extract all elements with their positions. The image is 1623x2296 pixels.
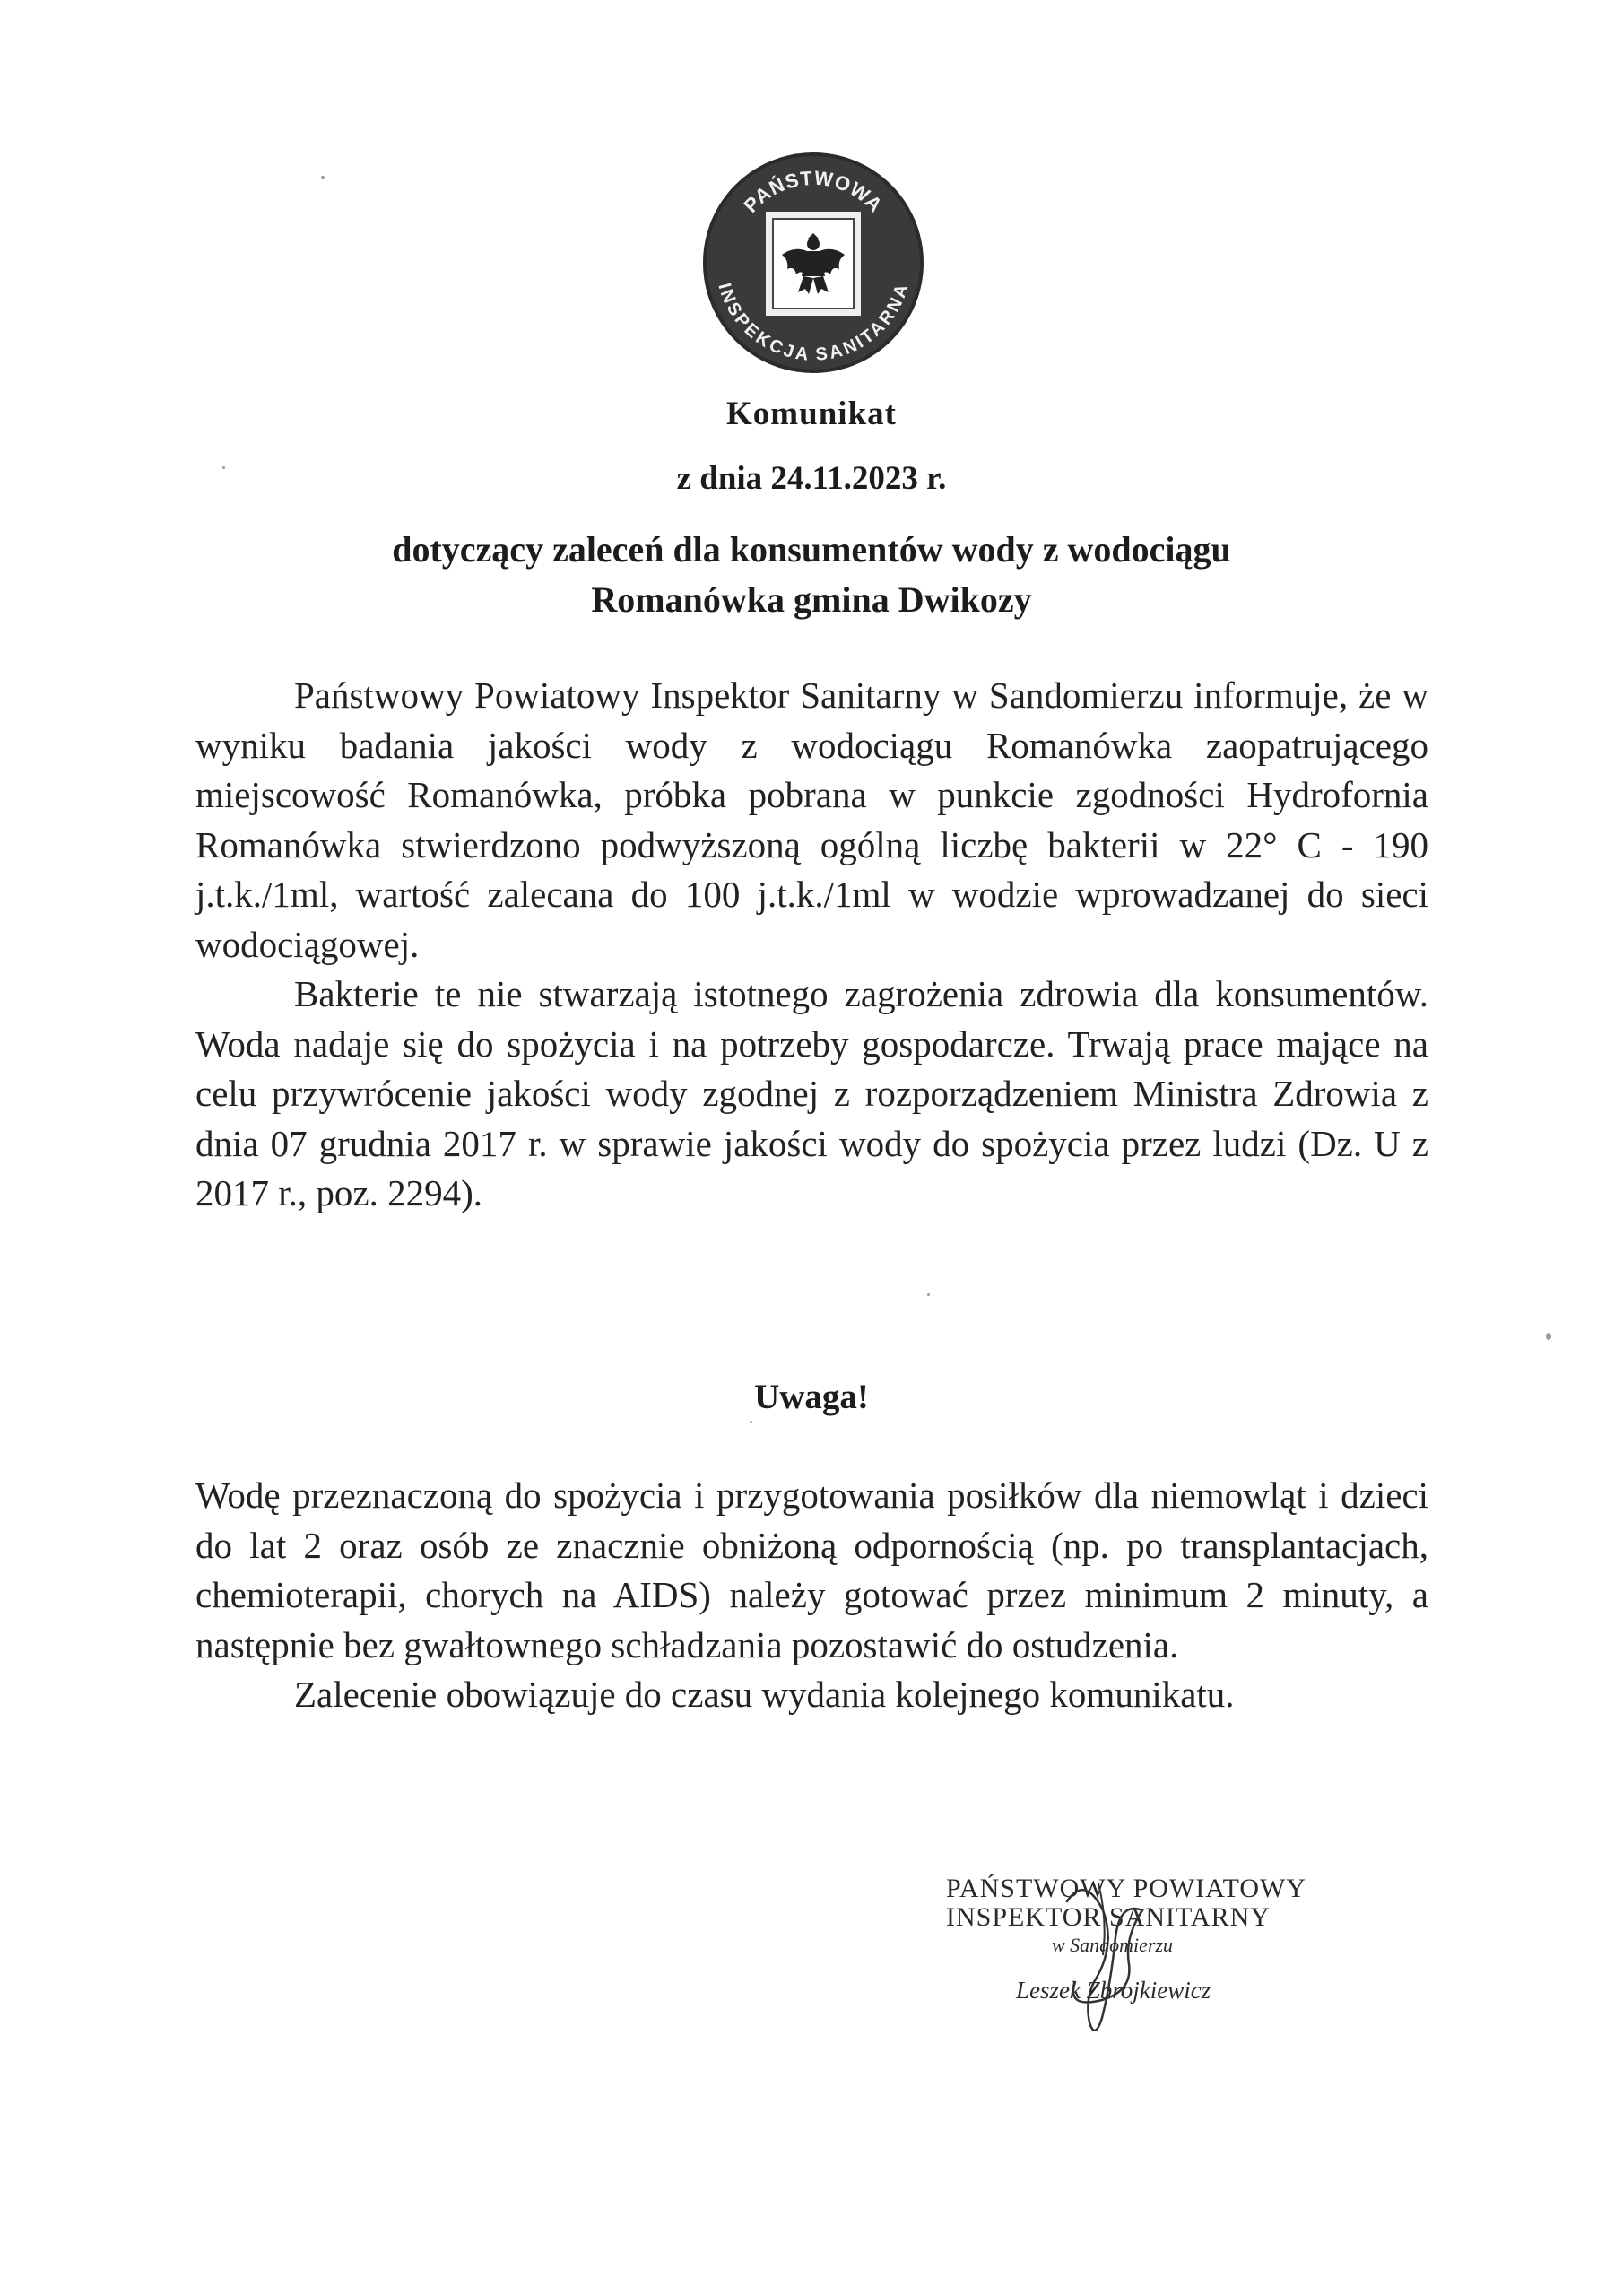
paragraph-1: Państwowy Powiatowy Inspektor Sanitarny w Sandomierzu informuje, że w wyniku badania jakości wody z wodociągu Romanówka zaopatrującego miejscowość Romanówka, próbka pobrana w punkcie zgodności Hydrofornia Romanówka stwierdzono podwyższoną ogólną liczbę bakterii w 22° C - 190 j.t.k./1ml, wartość zalecana do 100 j.t.k./1ml w wodzie wprowadzanej do sieci wodociągowej. — [195, 674, 1428, 965]
subject-line-1: dotyczący zaleceń dla konsumentów wody z wodociągu — [392, 529, 1231, 570]
scan-speck — [1546, 1333, 1551, 1340]
scan-speck — [927, 1293, 930, 1296]
stamp-line-1: PAŃSTWOWY POWIATOWY — [946, 1874, 1307, 1903]
body-section-2 — [195, 1471, 1428, 1720]
body-section-1 — [195, 671, 1428, 1219]
paragraph-2: Bakterie te nie stwarzają istotnego zagrożenia zdrowia dla konsumentów. Woda nadaje się do spożycia i na potrzeby gospodarcze. Trwają prace mające na celu przywrócenie jakości wody zgodnej z rozporządzeniem Ministra Zdrowia z dnia 07 grudnia 2017 r. w sprawie jakości wody do spożycia przez ludzi (Dz. U z 2017 r., poz. 2294). — [195, 973, 1428, 1213]
stamp-place: w Sandomierzu — [1052, 1934, 1174, 1956]
sanitary-inspection-seal-icon — [701, 151, 925, 375]
scan-speck — [222, 466, 225, 469]
scan-speck — [321, 176, 325, 179]
document-subject — [0, 525, 1623, 625]
svg-text:INSPEKCJA SANITARNA: INSPEKCJA SANITARNA — [714, 281, 913, 365]
stamp-name: Leszek Zbrojkiewicz — [1016, 1977, 1211, 2004]
paragraph-4: Zalecenie obowiązuje do czasu wydania kolejnego komunikatu. — [294, 1674, 1235, 1715]
stamp-line-2: INSPEKTOR SANITARNY — [946, 1902, 1271, 1932]
attention-heading: Uwaga! — [754, 1378, 869, 1416]
handwritten-signature-icon — [1013, 1866, 1193, 2045]
svg-text:PAŃSTWOWA: PAŃSTWOWA — [739, 166, 888, 217]
subject-line-2: Romanówka gmina Dwikozy — [591, 579, 1032, 620]
scan-speck — [750, 1421, 752, 1423]
document-date: z dnia 24.11.2023 r. — [676, 460, 947, 497]
paragraph-3: Wodę przeznaczoną do spożycia i przygotowania posiłków dla niemowląt i dzieci do lat 2 oraz osób ze znacznie obniżoną odpornością (np. po transplantacjach, chemioterapii, chorych na AIDS) należy gotować przez minimum 2 minuty, a następnie bez gwałtownego schładzania pozostawić do ostudzenia. — [195, 1474, 1428, 1665]
document-title: Komunikat — [726, 396, 897, 432]
